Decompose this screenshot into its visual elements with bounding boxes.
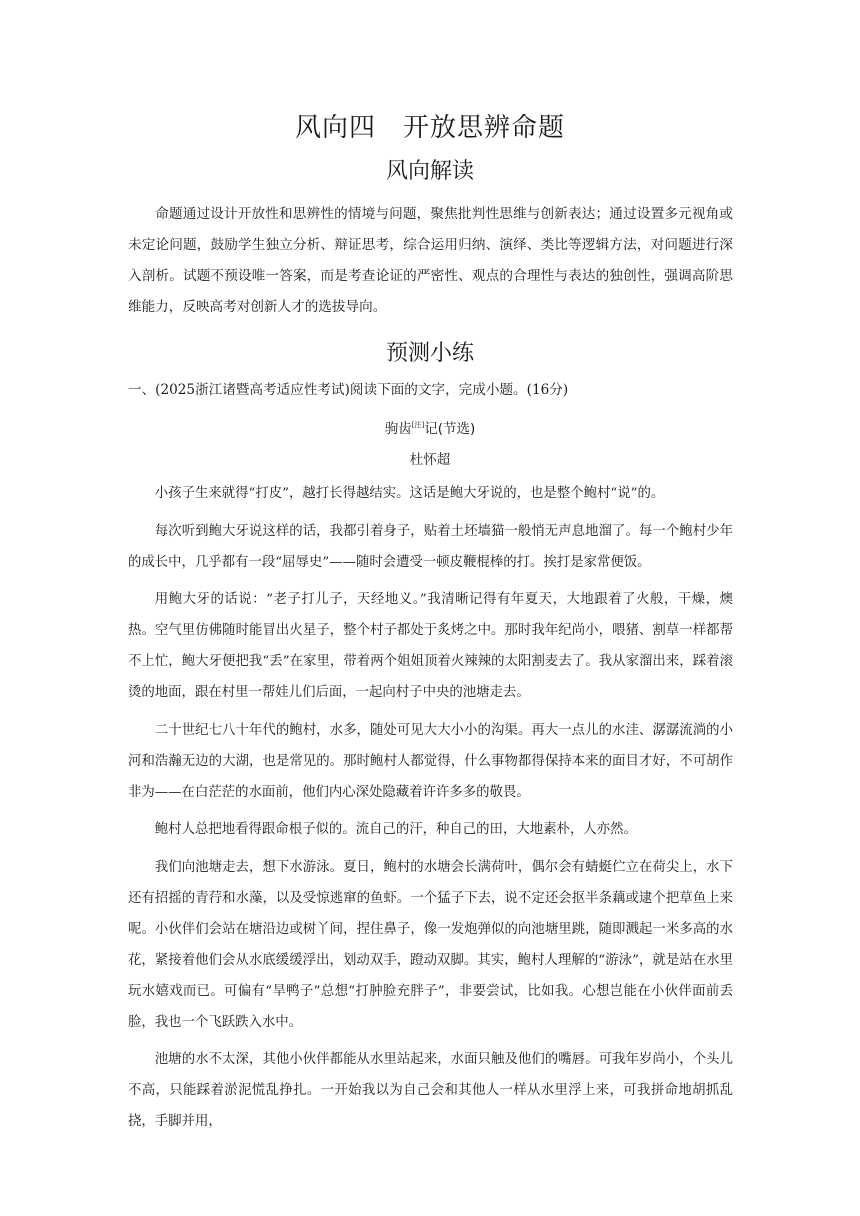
essay-title-rest: 记(节选) [424, 421, 476, 437]
intro-paragraph: 命题通过设计开放性和思辨性的情境与问题，聚焦批判性思维与创新表达；通过设置多元视角或未定论问题，鼓励学生独立分析、辩证思考，综合运用归纳、演绎、类比等逻辑方法，对问题进行深入剖析。试题不预设唯一答案，而是考查论证的严密性、观点的合理性与表达的独创性，强调高阶思维能力，反映高考对创新人才的选拔导向。 [128, 206, 733, 315]
essay-body [128, 478, 733, 1144]
essay-paragraph: 鲍村人总把地看得跟命根子似的。流自己的汗，种自己的田，大地素朴，人亦然。 [154, 822, 637, 837]
page-title: 风向四 开放思辨命题 [294, 113, 565, 143]
footnote-marker: [注] [411, 421, 425, 429]
essay-paragraph: 每次听到鲍大牙说这样的话，我都引着身子，贴着土坯墙猫一般悄无声息地溜了。每一个鲍村少年的成长中，几乎都有一段“屈辱史”——随时会遭受一顿皮鞭棍棒的打。挨打是家常便饭。 [128, 523, 733, 570]
essay-paragraph: 二十世纪七八十年代的鲍村，水多，随处可见大大小小的沟渠。再大一点儿的水洼、潺潺流淌的小河和浩瀚无边的大湖，也是常见的。那时鲍村人都觉得，什么事物都得保持本来的面目才好，不可胡作非为——在白茫茫的水面前，他们内心深处隐藏着许许多多的敬畏。 [128, 722, 733, 800]
essay-author: 杜怀超 [409, 452, 451, 468]
essay-paragraph: 小孩子生来就得“打皮”，越打长得越结实。这话是鲍大牙说的，也是整个鲍村“说”的。 [154, 486, 665, 501]
question-prompt: 一、(2025浙江诸暨高考适应性考试)阅读下面的文字，完成小题。(16分) [128, 382, 569, 398]
essay-title-main: 驹齿 [384, 421, 412, 437]
section-heading-interpretation: 风向解读 [385, 159, 474, 184]
section-heading-practice: 预测小练 [385, 341, 474, 366]
essay-title [0, 413, 860, 441]
essay-paragraph: 池塘的水不太深，其他小伙伴都能从水里站起来，水面只触及他们的嘴唇。可我年岁尚小，个头儿不高，只能踩着淤泥慌乱挣扎。一开始我以为自己会和其他人一样从水里浮上来，可我拼命地胡抓乱挠，手脚并用， [128, 1052, 733, 1129]
essay-paragraph: 我们向池塘走去，想下水游泳。夏日，鲍村的水塘会长满荷叶，偶尔会有蜻蜓伫立在荷尖上，水下还有招摇的青荇和水藻，以及受惊逃窜的鱼虾。一个猛子下去，说不定还会抠半条藕或逮个把草鱼上来呢。小伙伴们会站在塘沿边或树丫间，捏住鼻子，像一发炮弹似的向池塘里跳，随即溅起一米多高的水花，紧接着他们会从水底缓缓浮出，划动双手，蹬动双脚。其实，鲍村人理解的“游泳”，就是站在水里玩水嬉戏而已。可偏有“旱鸭子”总想“打肿脸充胖子”，非要尝试，比如我。心想岂能在小伙伴面前丢脸，我也一个飞跃跌入水中。 [128, 859, 733, 1030]
essay-paragraph: 用鲍大牙的话说：“老子打儿子，天经地义。”我清晰记得有年夏天，大地跟着了火般，干燥，燠热。空气里仿佛随时能冒出火星子，整个村子都处于炙烤之中。那时我年纪尚小，喂猪、割草一样都帮不上忙，鲍大牙便把我“丢”在家里，带着两个姐姐顶着火辣辣的太阳割麦去了。我从家溜出来，踩着滚烫的地面，跟在村里一帮娃儿们后面，一起向村子中央的池塘走去。 [128, 592, 733, 700]
